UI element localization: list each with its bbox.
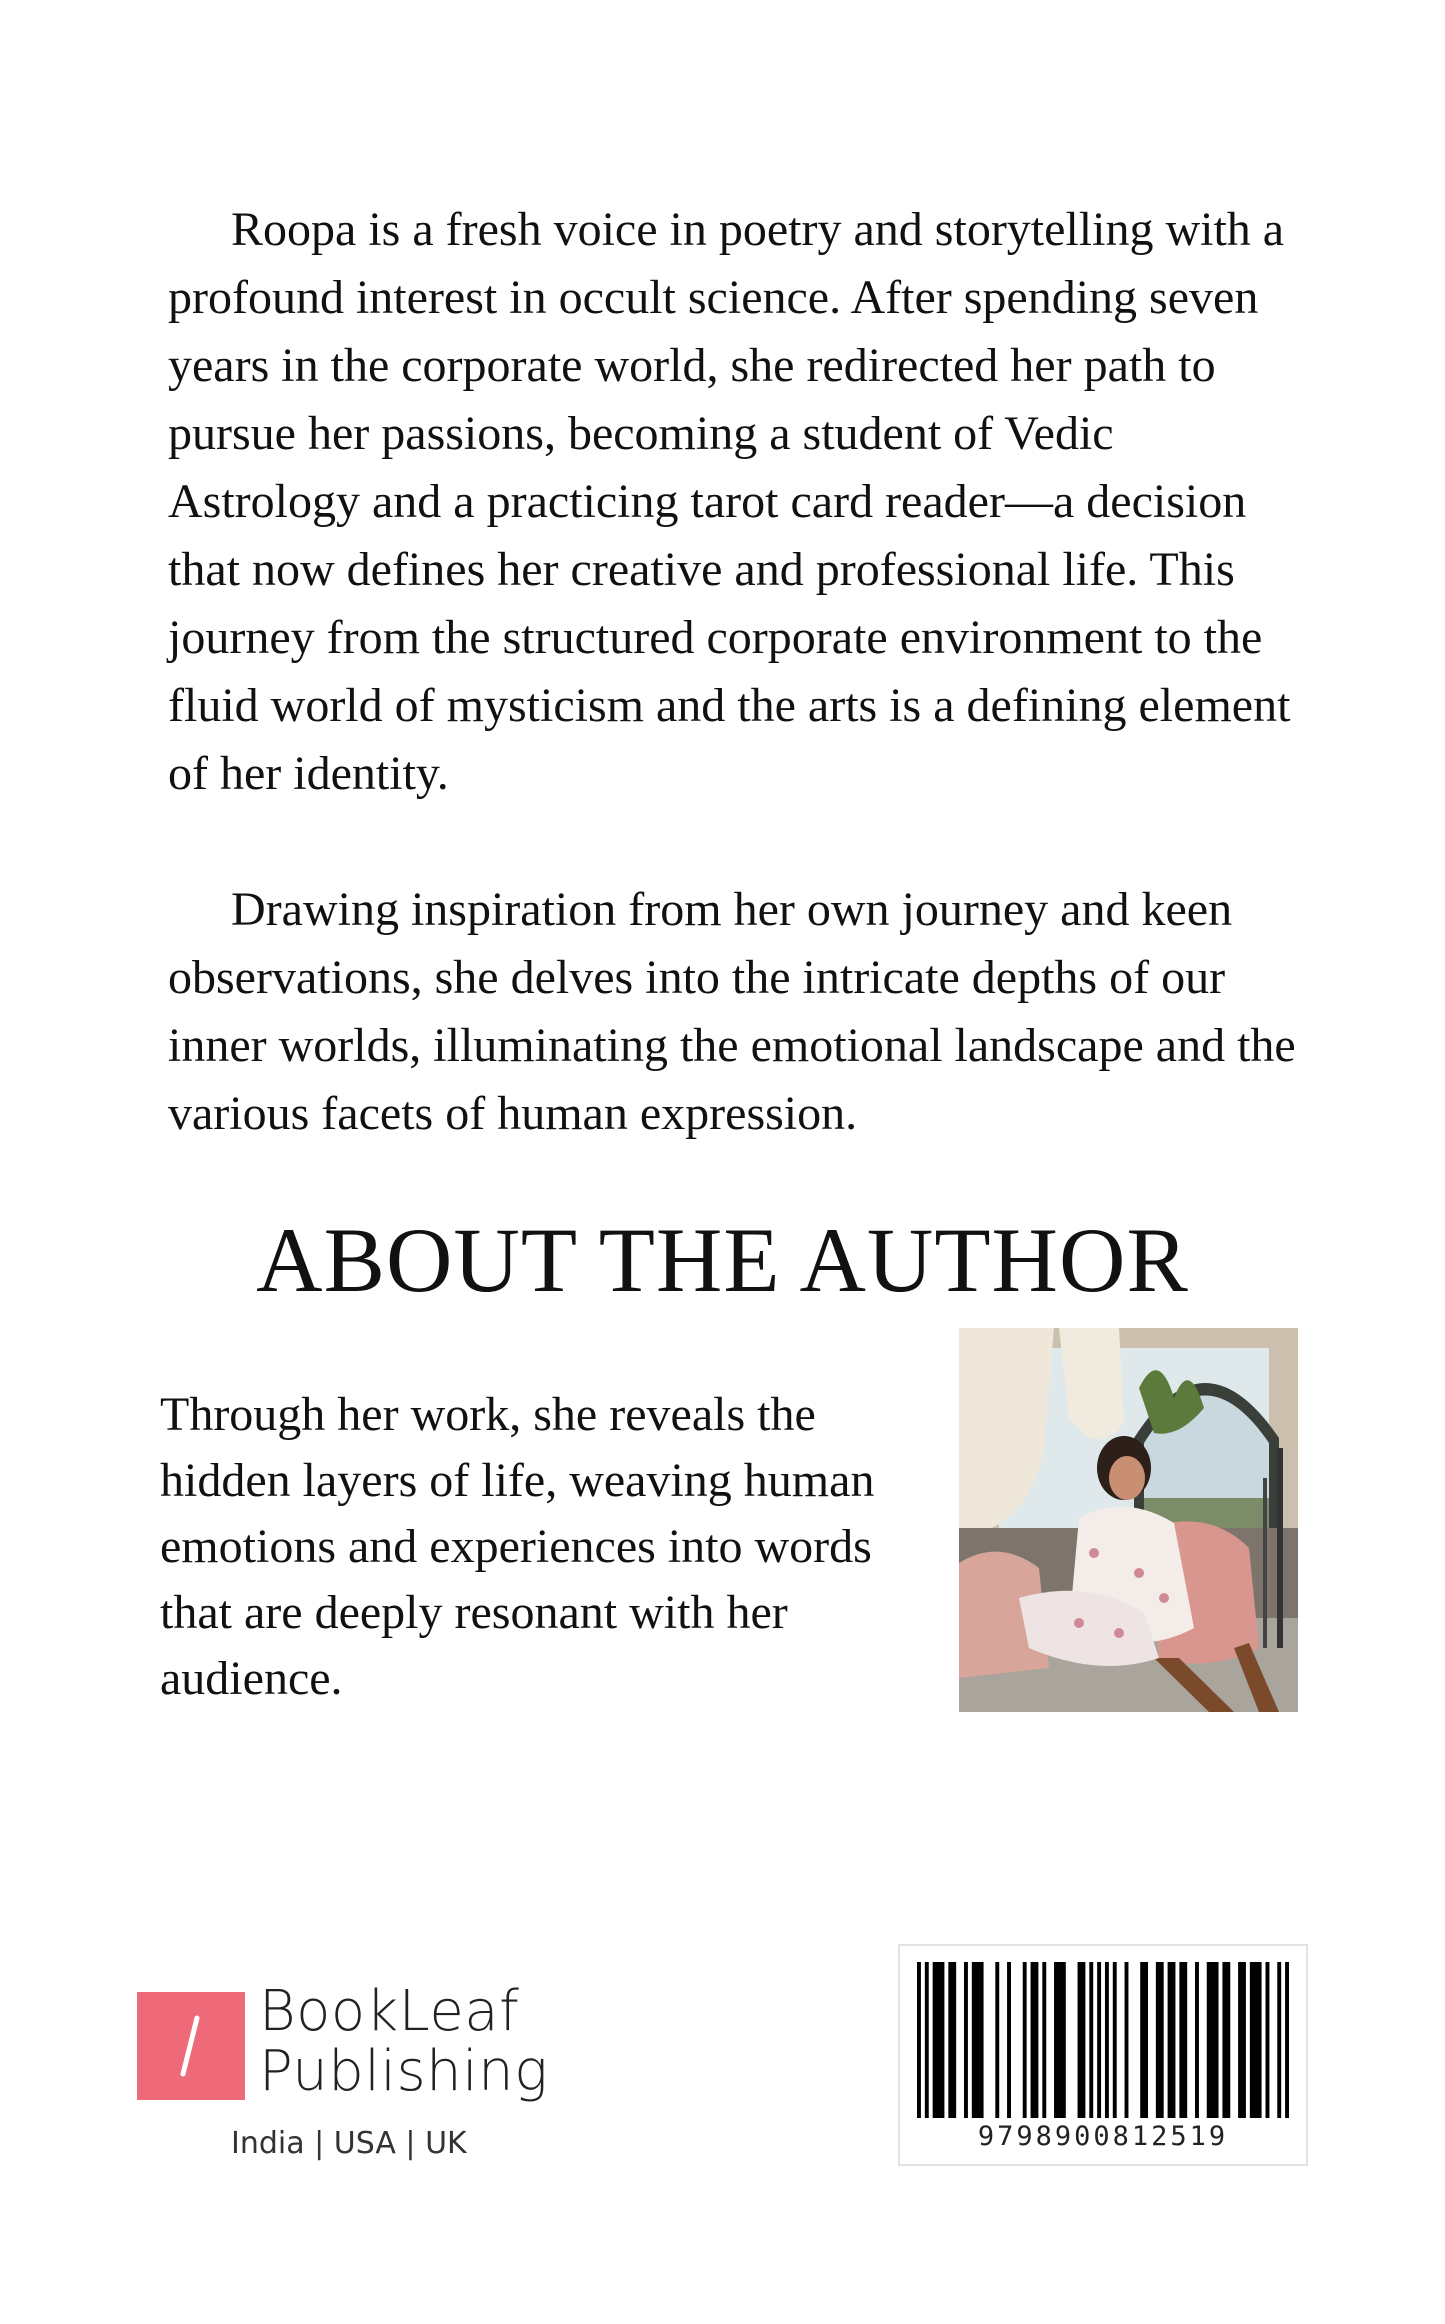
barcode-bar xyxy=(948,1962,956,2118)
isbn-number: 9798900812519 xyxy=(977,2121,1229,2152)
barcode-bar xyxy=(1089,1962,1093,2118)
barcode-bar xyxy=(933,1962,945,2118)
publisher-logo xyxy=(137,1979,557,2170)
barcode-bar xyxy=(995,1962,999,2118)
author-intro xyxy=(168,196,1308,1148)
barcode-bar xyxy=(1023,1962,1027,2118)
barcode-bar xyxy=(1097,1962,1101,2118)
barcode-bar xyxy=(964,1962,968,2118)
about-author-heading: ABOUT THE AUTHOR xyxy=(256,1209,1189,1311)
barcode-bar xyxy=(917,1962,921,2118)
author-photo xyxy=(959,1328,1298,1712)
barcode-bar xyxy=(1168,1962,1176,2118)
publisher-name-line-1: BookLeaf xyxy=(259,1979,520,2044)
barcode-bar xyxy=(1007,1962,1011,2118)
intro-paragraph-2: Drawing inspiration from her own journey and keen observations, she delves into the intricate depths of our inner worlds, illuminating the emotional landscape and the various facets of human expression. xyxy=(168,883,1296,1140)
barcode-bar xyxy=(1156,1962,1164,2118)
publisher-name-line-2: Publishing xyxy=(259,2039,549,2104)
barcode-bar xyxy=(1140,1962,1148,2118)
barcode-bar xyxy=(925,1962,929,2118)
publisher-name xyxy=(259,1979,549,2104)
barcode-bar xyxy=(1031,1962,1039,2118)
barcode-bar xyxy=(1105,1962,1109,2118)
barcode-bar xyxy=(1277,1962,1281,2118)
barcode-bar xyxy=(1238,1962,1246,2118)
barcode-bar xyxy=(1042,1962,1046,2118)
barcode-bar xyxy=(1054,1962,1066,2118)
publisher-regions: India | USA | UK xyxy=(231,2126,467,2161)
barcode-bar xyxy=(1285,1962,1289,2118)
barcode-bar xyxy=(1195,1962,1199,2118)
barcode-bar xyxy=(1078,1962,1086,2118)
isbn-barcode xyxy=(898,1944,1308,2166)
slash-logo-icon xyxy=(137,1992,245,2100)
barcode-bar xyxy=(1266,1962,1270,2118)
barcode-bar xyxy=(1250,1962,1262,2118)
barcode-bar xyxy=(1179,1962,1187,2118)
barcode-bar xyxy=(1113,1962,1117,2118)
barcode-bar xyxy=(972,1962,984,2118)
intro-paragraph-1: Roopa is a fresh voice in poetry and storytelling with a profound interest in occult science. After spending seven years in the corporate world, she redirected her path to pursue her passions, becoming a student of Vedic Astrology and a practicing tarot card reader—a decision that now defines her creative and professional life. This journey from the structured corporate environment to the fluid world of mysticism and the arts is a defining element of her identity. xyxy=(168,203,1291,800)
barcode-bars xyxy=(917,1962,1289,2118)
barcode-bar xyxy=(1222,1962,1230,2118)
barcode-bar xyxy=(1125,1962,1129,2118)
author-bio: Through her work, she reveals the hidden layers of life, weaving human emotions and experiences into words that are deeply resonant with her audience. xyxy=(160,1388,875,1705)
barcode-bar xyxy=(1207,1962,1219,2118)
